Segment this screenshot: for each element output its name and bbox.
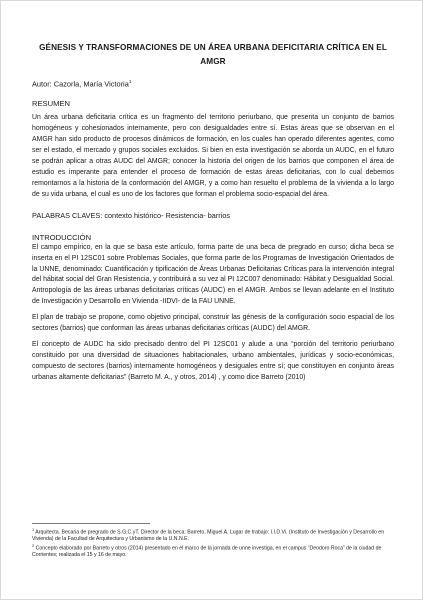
keywords-label: PALABRAS CLAVES:	[32, 210, 103, 220]
introduction-paragraph: El campo empírico, en la que se basa este artículo, forma parte de una beca de pregrado en curso; dicha beca se inserta en el PI 12SC01 sobre Problemas Sociales, que forma parte de los Programas de Investigación Orientados de la UNNE, denominado: Cuantificación y tipificación de Áreas Urbanas Deficitarias Críticas para la intervención integral del hábitat social del Gran Resistencia, y contribuirá a su vez al PI 12C007 denominado: Hábitat y Desigualdad Social. Antropología de las áreas urbanas deficitarias críticas (AUDC) en el AMGR. Ambos se llevan adelante en el Instituto de Investigación y Desarrollo en Vivienda -IIDVI- de la FAU UNNE.	[32, 243, 394, 306]
abstract-text: Un área urbana deficitaria crítica es un fragmento del territorio periurbano, que presenta un conjunto de barrios homogéneos y cohesionados internamente, pero con desigualdades entre sí. Estas áreas que se observan en el AMGR han sido producto de procesos dinámicos de formación, en los cuales han operado diferentes agentes, como ser el estado, el mercado y grupos sociales excluidos. Si bien en esta investigación se aborda un AUDC, en el futuro se podrán aplicar a otras AUDC del AMGR; conocer la historia del origen de los barrios que componen el área de estudio es imperante para entender el proceso de formación de estas áreas deficitarias, con lo cual debemos remontarnos a la historia de la conformación del AMGR, y a como han resuelto el problema de la vivienda a lo largo de su vida urbana, el cual es uno de los factores que forman el problema socio-espacial del área.	[32, 114, 394, 198]
document-body	[32, 41, 394, 384]
author-label: Autor:	[32, 79, 52, 89]
paper-title: GÉNESIS Y TRANSFORMACIONES DE UN ÁREA URBANA DEFICITARIA CRÍTICA EN EL AMGR	[39, 43, 387, 66]
author-footnote-mark: 1	[128, 79, 132, 84]
footnote-text: Concepto elaborado por Barreto y otros (2014) presentado en el marco de la jornada de unne investiga, en el campus “Deodoro Roca” de la ciudad de Corrientes; realizada el 15 y 16 de mayo.	[32, 545, 382, 559]
footnote	[32, 543, 394, 559]
keywords-text: contexto histórico- Resistencia- barrios	[104, 210, 231, 220]
introduction-heading: INTRODUCCIÓN	[32, 232, 92, 242]
introduction-paragraph: El plan de trabajo se propone, como objetivo principal, construir las génesis de la configuración socio espacial de los sectores (barrios) que conforman las áreas urbanas deficitarias críticas (AUDC) del AMGR.	[32, 314, 394, 333]
keywords-line	[32, 211, 394, 221]
author-line	[32, 77, 394, 89]
footnote	[32, 527, 394, 543]
footnotes-section	[32, 523, 394, 559]
introduction-paragraph: El concepto de AUDC ha sido precisado dentro del PI 12SC01 y alude a una “porción del territorio periurbano constituido por una diversidad de situaciones habitacionales, urbano ambientales, jurídicas y socio-económicas, compuesto de sectores (barrios) internamente homogéneos y desiguales entre sí; que constituyen en conjunto áreas urbanas altamente deficitarias” (Barreto M. A., y otros, 2014) , y como dice Barreto (2010)	[32, 340, 394, 381]
footnote-mark: 1	[32, 528, 35, 532]
footnote-mark: 2	[32, 543, 35, 548]
footnote-text: Arquitecta. Becaria de pregrado de S.G.C.yT. Director de la beca: Barreto, Miguel A. Lugar de trabajo: I.I.D.Vi. (Instituto de Investigación y Desarrollo en Vivienda) de la Facultad de Arquitectura y Urbanismo de la U.N.N.E.	[32, 529, 385, 543]
author-name: Cazorla, María Victoria	[53, 79, 129, 89]
footnote-divider	[32, 523, 150, 524]
abstract-heading: RESUMEN	[32, 99, 70, 109]
